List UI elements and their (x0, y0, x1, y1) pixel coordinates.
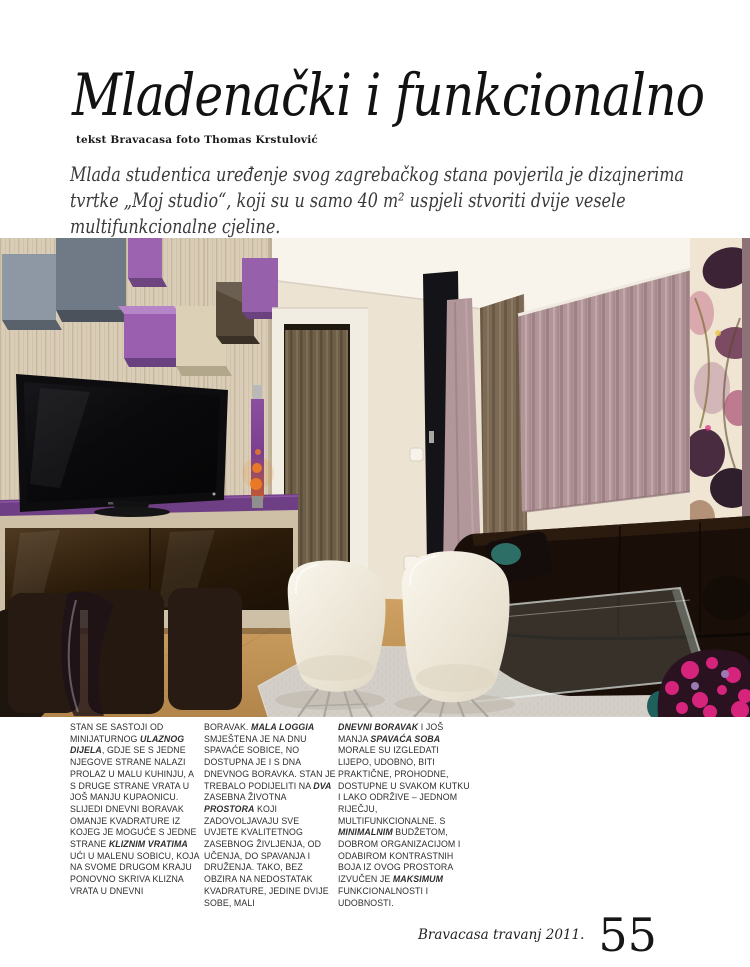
tv (16, 374, 228, 517)
body-column-3: DNEVNI BORAVAK I JOŠ MANJA SPAVAĆA SOBA MORALE SU IZGLEDATI LIJEPO, UDOBNO, BITI PRAKTIČNE, PROHODNE, DOSTUPNE U SVAKOM KUTKU I LAKO ODRŽIVE – JEDNOM RIJEČJU, MULTIFUNKCIONALNE. S MINIMALNIM BUDŽETOM, DOBROM ORGANIZACIJOM I ODABIROM KONTRASTNIH BOJA IZ OVOG PROSTORA IZVUČEN JE MAKSIMUM FUNKCIONALNOSTI I UDOBNOSTI. (338, 722, 470, 908)
article-photo (0, 238, 750, 717)
floral-wallpaper (685, 238, 750, 550)
body-column-1: STAN SE SASTOJI OD MINIJATURNOG ULAZNOG DIJELA, GDJE SE S JEDNE NJEGOVE STRANE NALAZI PROLAZ U MALU KUHINJU, A S DRUGE STRANE VRATA U JOŠ MANJU KUPAONICU. SLIJEDI DNEVNI BORAVAK OMANJE KVADRATURE IZ KOJEG JE MOGUĆE S JEDNE STRANE KLIZNIM VRATIMA UĆI U MALENU SOBICU, KOJA NA SVOME DRUGOM KRAJU PONOVNO SKRIVA KLIZNA VRATA U DNEVNI (70, 722, 200, 896)
page-footer (418, 908, 657, 962)
byline: tekst Bravacasa foto Thomas Krstulović (76, 134, 318, 146)
teal-cushion (491, 543, 521, 565)
magazine-issue: Bravacasa travanj 2011. (418, 927, 585, 943)
plush-poufs (0, 588, 242, 717)
page-number: 55 (598, 908, 657, 962)
intro-paragraph: Mlada studentica uređenje svog zagrebačkog stana povjerila je dizajnerima tvrtke „Moj studio“, koji su u samo 40 m² uspjeli stvoriti dvije vesele multifunkcionalne cjeline. (70, 162, 684, 238)
door-handle (429, 431, 434, 443)
body-column-2: BORAVAK. MALA LOGGIA SMJEŠTENA JE NA DNU SPAVAĆE SOBICE, NO DOSTUPNA JE I S DNA DNEVNOG BORAVKA. STAN JE TREBALO PODIJELITI NA DVA ZASEBNA ŽIVOTNA PROSTORA KOJI ZADOVOLJAVAJU SVE UVJETE KVALITETNOG ZASEBNOG ŽIVLJENJA, OD UČENJA, DO SPAVANJA I DRUŽENJA. TAKO, BEZ OBZIRA NA NEDOSTATAK KVADRATURE, JEDINE DVIJE SOBE, MALI (204, 722, 336, 908)
page-title: Mladenački i funkcionalno (72, 61, 705, 129)
